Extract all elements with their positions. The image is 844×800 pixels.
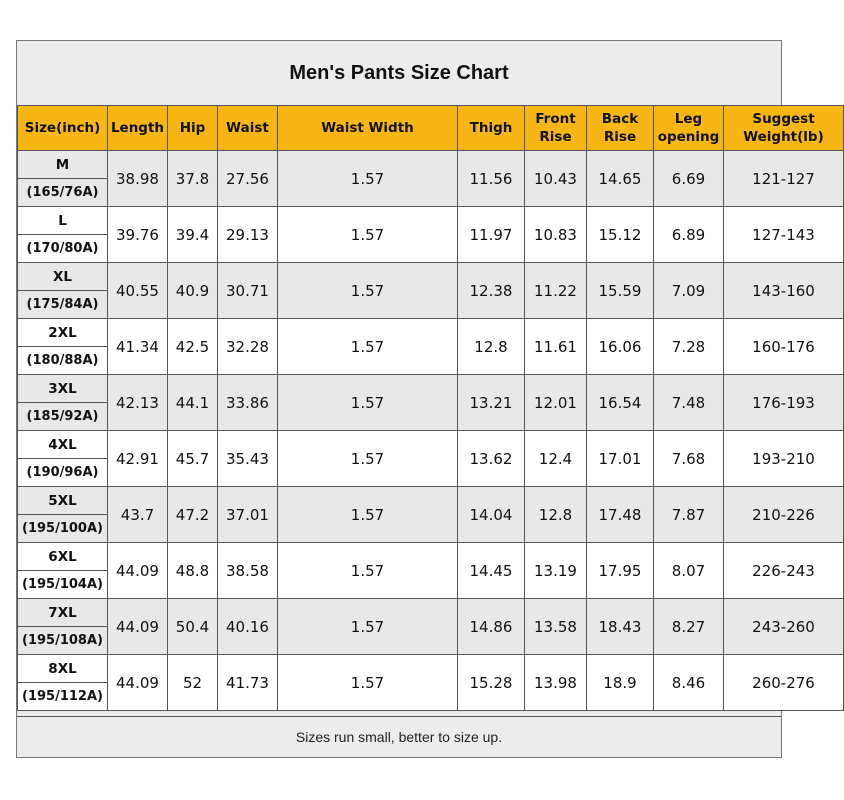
measurement-cell: 14.04 [458,487,525,543]
measurement-cell: 42.91 [108,431,168,487]
measurement-cell: 44.09 [108,599,168,655]
measurement-cell: 10.83 [525,207,587,263]
table-row [18,599,844,627]
measurement-cell: 37.8 [168,151,218,207]
measurement-cell: 40.55 [108,263,168,319]
measurement-cell: 30.71 [218,263,278,319]
measurement-cell: 47.2 [168,487,218,543]
measurement-cell: 12.4 [525,431,587,487]
measurement-cell: 1.57 [278,375,458,431]
measurement-cell: 226-243 [724,543,844,599]
measurement-cell: 44.09 [108,655,168,711]
measurement-cell: 7.87 [654,487,724,543]
size-code: (170/80A) [18,235,108,263]
column-header: Thigh [458,106,525,151]
measurement-cell: 39.4 [168,207,218,263]
measurement-cell: 38.98 [108,151,168,207]
measurement-cell: 6.89 [654,207,724,263]
size-label: M [18,151,108,179]
measurement-cell: 13.58 [525,599,587,655]
measurement-cell: 1.57 [278,263,458,319]
table-row [18,431,844,459]
measurement-cell: 42.5 [168,319,218,375]
size-chart [16,40,824,758]
measurement-cell: 17.48 [587,487,654,543]
measurement-cell: 6.69 [654,151,724,207]
measurement-cell: 7.09 [654,263,724,319]
measurement-cell: 16.54 [587,375,654,431]
measurement-cell: 13.98 [525,655,587,711]
measurement-cell: 121-127 [724,151,844,207]
table-body [18,151,844,711]
measurement-cell: 11.97 [458,207,525,263]
measurement-cell: 127-143 [724,207,844,263]
measurement-cell: 27.56 [218,151,278,207]
size-code: (165/76A) [18,179,108,207]
measurement-cell: 210-226 [724,487,844,543]
table-row [18,319,844,347]
size-code: (195/108A) [18,627,108,655]
measurement-cell: 8.46 [654,655,724,711]
measurement-cell: 8.07 [654,543,724,599]
column-header: Leg opening [654,106,724,151]
column-header: Back Rise [587,106,654,151]
footer-note: Sizes run small, better to size up. [17,716,781,757]
measurement-cell: 15.28 [458,655,525,711]
chart-title: Men's Pants Size Chart [289,61,509,84]
measurement-cell: 52 [168,655,218,711]
measurement-cell: 40.9 [168,263,218,319]
measurement-cell: 1.57 [278,655,458,711]
measurement-cell: 48.8 [168,543,218,599]
measurement-cell: 15.59 [587,263,654,319]
size-label: 7XL [18,599,108,627]
column-header: Suggest Weight(lb) [724,106,844,151]
size-label: 4XL [18,431,108,459]
measurement-cell: 13.19 [525,543,587,599]
measurement-cell: 1.57 [278,151,458,207]
measurement-cell: 11.56 [458,151,525,207]
measurement-cell: 14.45 [458,543,525,599]
table-row [18,487,844,515]
size-label: 5XL [18,487,108,515]
measurement-cell: 10.43 [525,151,587,207]
measurement-cell: 12.8 [458,319,525,375]
measurement-cell: 14.86 [458,599,525,655]
measurement-cell: 7.28 [654,319,724,375]
size-label: 8XL [18,655,108,683]
size-label: 3XL [18,375,108,403]
measurement-cell: 15.12 [587,207,654,263]
measurement-cell: 41.34 [108,319,168,375]
column-header: Waist [218,106,278,151]
measurement-cell: 44.1 [168,375,218,431]
measurement-cell: 39.76 [108,207,168,263]
measurement-cell: 1.57 [278,487,458,543]
measurement-cell: 260-276 [724,655,844,711]
measurement-cell: 243-260 [724,599,844,655]
table-row [18,543,844,571]
measurement-cell: 42.13 [108,375,168,431]
column-header: Size(inch) [18,106,108,151]
size-code: (195/112A) [18,683,108,711]
measurement-cell: 1.57 [278,543,458,599]
size-code: (195/104A) [18,571,108,599]
measurement-cell: 7.48 [654,375,724,431]
size-code: (195/100A) [18,515,108,543]
measurement-cell: 41.73 [218,655,278,711]
column-header: Waist Width [278,106,458,151]
measurement-cell: 11.61 [525,319,587,375]
measurement-cell: 7.68 [654,431,724,487]
measurement-cell: 17.01 [587,431,654,487]
measurement-cell: 14.65 [587,151,654,207]
size-table [17,105,844,711]
size-label: 6XL [18,543,108,571]
size-label: L [18,207,108,235]
measurement-cell: 18.9 [587,655,654,711]
table-row [18,263,844,291]
measurement-cell: 40.16 [218,599,278,655]
measurement-cell: 1.57 [278,599,458,655]
size-code: (185/92A) [18,403,108,431]
measurement-cell: 38.58 [218,543,278,599]
table-row [18,207,844,235]
measurement-cell: 12.8 [525,487,587,543]
size-code: (180/88A) [18,347,108,375]
measurement-cell: 29.13 [218,207,278,263]
size-label: 2XL [18,319,108,347]
measurement-cell: 32.28 [218,319,278,375]
measurement-cell: 193-210 [724,431,844,487]
measurement-cell: 8.27 [654,599,724,655]
column-header: Length [108,106,168,151]
measurement-cell: 43.7 [108,487,168,543]
measurement-cell: 35.43 [218,431,278,487]
size-label: XL [18,263,108,291]
measurement-cell: 13.62 [458,431,525,487]
measurement-cell: 16.06 [587,319,654,375]
measurement-cell: 1.57 [278,207,458,263]
measurement-cell: 50.4 [168,599,218,655]
measurement-cell: 12.01 [525,375,587,431]
measurement-cell: 1.57 [278,319,458,375]
measurement-cell: 37.01 [218,487,278,543]
measurement-cell: 176-193 [724,375,844,431]
measurement-cell: 11.22 [525,263,587,319]
measurement-cell: 44.09 [108,543,168,599]
table-row [18,375,844,403]
table-row [18,655,844,683]
measurement-cell: 17.95 [587,543,654,599]
measurement-cell: 45.7 [168,431,218,487]
size-code: (190/96A) [18,459,108,487]
measurement-cell: 13.21 [458,375,525,431]
measurement-cell: 12.38 [458,263,525,319]
column-header: Hip [168,106,218,151]
measurement-cell: 18.43 [587,599,654,655]
measurement-cell: 1.57 [278,431,458,487]
measurement-cell: 33.86 [218,375,278,431]
header-row [18,106,844,151]
column-header: Front Rise [525,106,587,151]
size-code: (175/84A) [18,291,108,319]
measurement-cell: 143-160 [724,263,844,319]
measurement-cell: 160-176 [724,319,844,375]
table-row [18,151,844,179]
